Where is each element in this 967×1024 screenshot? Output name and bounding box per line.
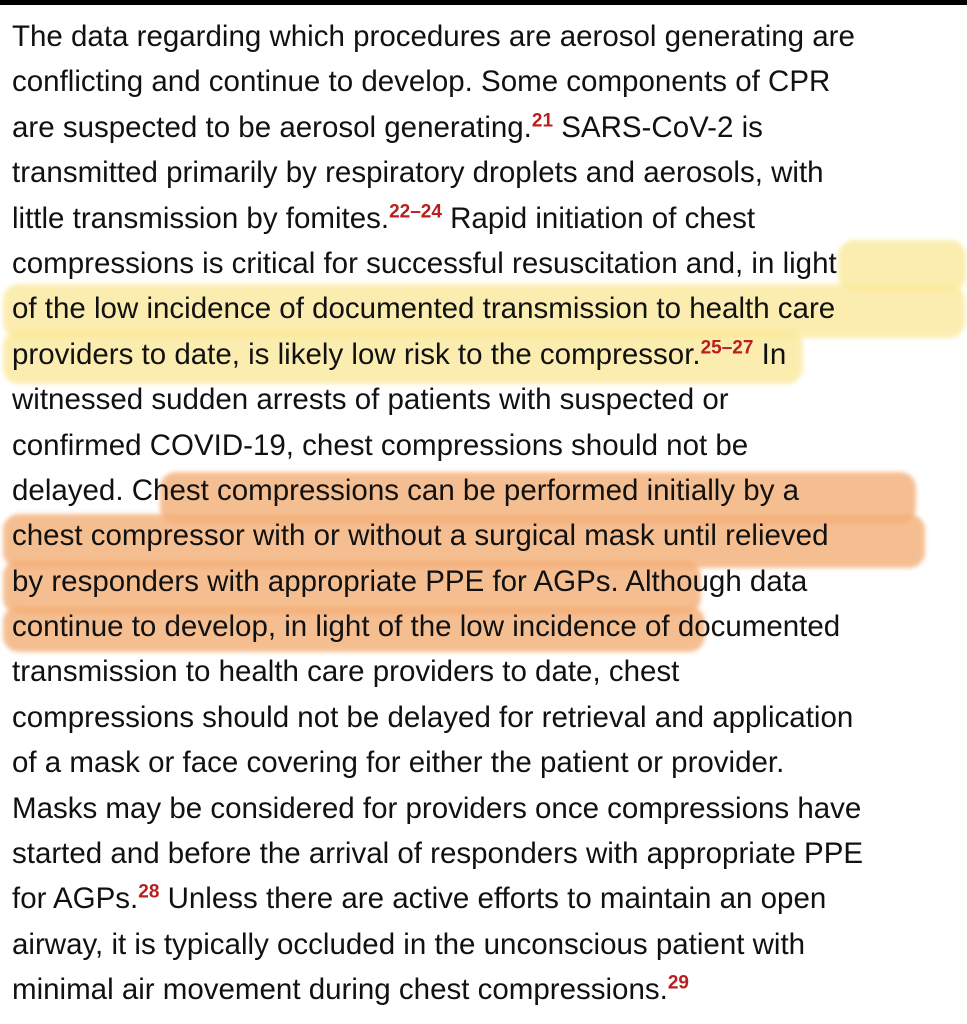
text-segment: Rapid initiation of chest (441, 201, 756, 235)
text-line (12, 649, 967, 694)
text-line (12, 740, 967, 785)
text-segment: of the low incidence of documented transmission to health care (12, 292, 836, 326)
text-segment: little transmission by fomites. (12, 201, 390, 235)
text-line (12, 377, 967, 422)
reference-superscript[interactable]: 29 (667, 972, 689, 994)
text-segment: started and before the arrival of responders with appropriate PPE (12, 837, 864, 871)
text-segment: are suspected to be aerosol generating. (12, 110, 532, 144)
text-line (12, 967, 967, 1012)
text-segment: compressions should not be delayed for retrieval and application (12, 700, 854, 734)
text-line (12, 513, 967, 558)
text-segment: by responders with appropriate PPE for AGPs. Although data (12, 564, 808, 598)
text-segment: Unless there are active efforts to maintain an open (159, 882, 827, 916)
reference-superscript[interactable]: 22–24 (389, 201, 442, 223)
reference-superscript[interactable]: 25–27 (700, 337, 754, 359)
text-line (12, 922, 967, 967)
text-segment: transmitted primarily by respiratory droplets and aerosols, with (12, 156, 824, 190)
text-segment: conflicting and continue to develop. Some components of CPR (12, 65, 831, 99)
text-segment: transmission to health care providers to date, chest (12, 655, 680, 689)
text-segment: providers to date, is likely low risk to the compressor. (12, 337, 701, 371)
text-segment: Masks may be considered for providers once compressions have (12, 791, 862, 825)
text-line (12, 604, 967, 649)
body-paragraph (12, 14, 967, 1013)
text-line (12, 286, 967, 331)
text-line (12, 559, 967, 604)
text-line (12, 196, 967, 241)
text-segment: minimal air movement during chest compressions. (12, 973, 668, 1007)
text-segment: continue to develop, in light of the low incidence of documented (12, 610, 841, 644)
text-segment: of a mask or face covering for either the patient or provider. (12, 746, 785, 780)
text-segment: delayed. Chest compressions can be performed initially by a (12, 473, 800, 507)
text-segment: compressions is critical for successful resuscitation and, in light (12, 246, 837, 280)
text-line (12, 468, 967, 513)
text-line (12, 695, 967, 740)
text-segment: The data regarding which procedures are aerosol generating are (12, 20, 855, 53)
text-line (12, 423, 967, 468)
text-line (12, 150, 967, 195)
text-line (12, 831, 967, 876)
text-line (12, 876, 967, 921)
text-line (12, 786, 967, 831)
text-segment: airway, it is typically occluded in the unconscious patient with (12, 927, 806, 961)
text-line (12, 105, 967, 150)
text-segment: confirmed COVID-19, chest compressions should not be (12, 428, 749, 462)
text-line (12, 59, 967, 104)
text-segment: In (753, 337, 787, 371)
text-line (12, 241, 967, 286)
top-border (0, 0, 967, 5)
text-segment: chest compressor with or without a surgical mask until relieved (12, 519, 829, 553)
text-line (12, 14, 967, 59)
reference-superscript[interactable]: 21 (531, 110, 554, 132)
reference-superscript[interactable]: 28 (138, 881, 160, 903)
text-line (12, 332, 967, 377)
text-segment: witnessed sudden arrests of patients with suspected or (12, 383, 729, 417)
text-segment: SARS-CoV-2 is (553, 110, 763, 144)
text-segment: for AGPs. (12, 882, 139, 916)
